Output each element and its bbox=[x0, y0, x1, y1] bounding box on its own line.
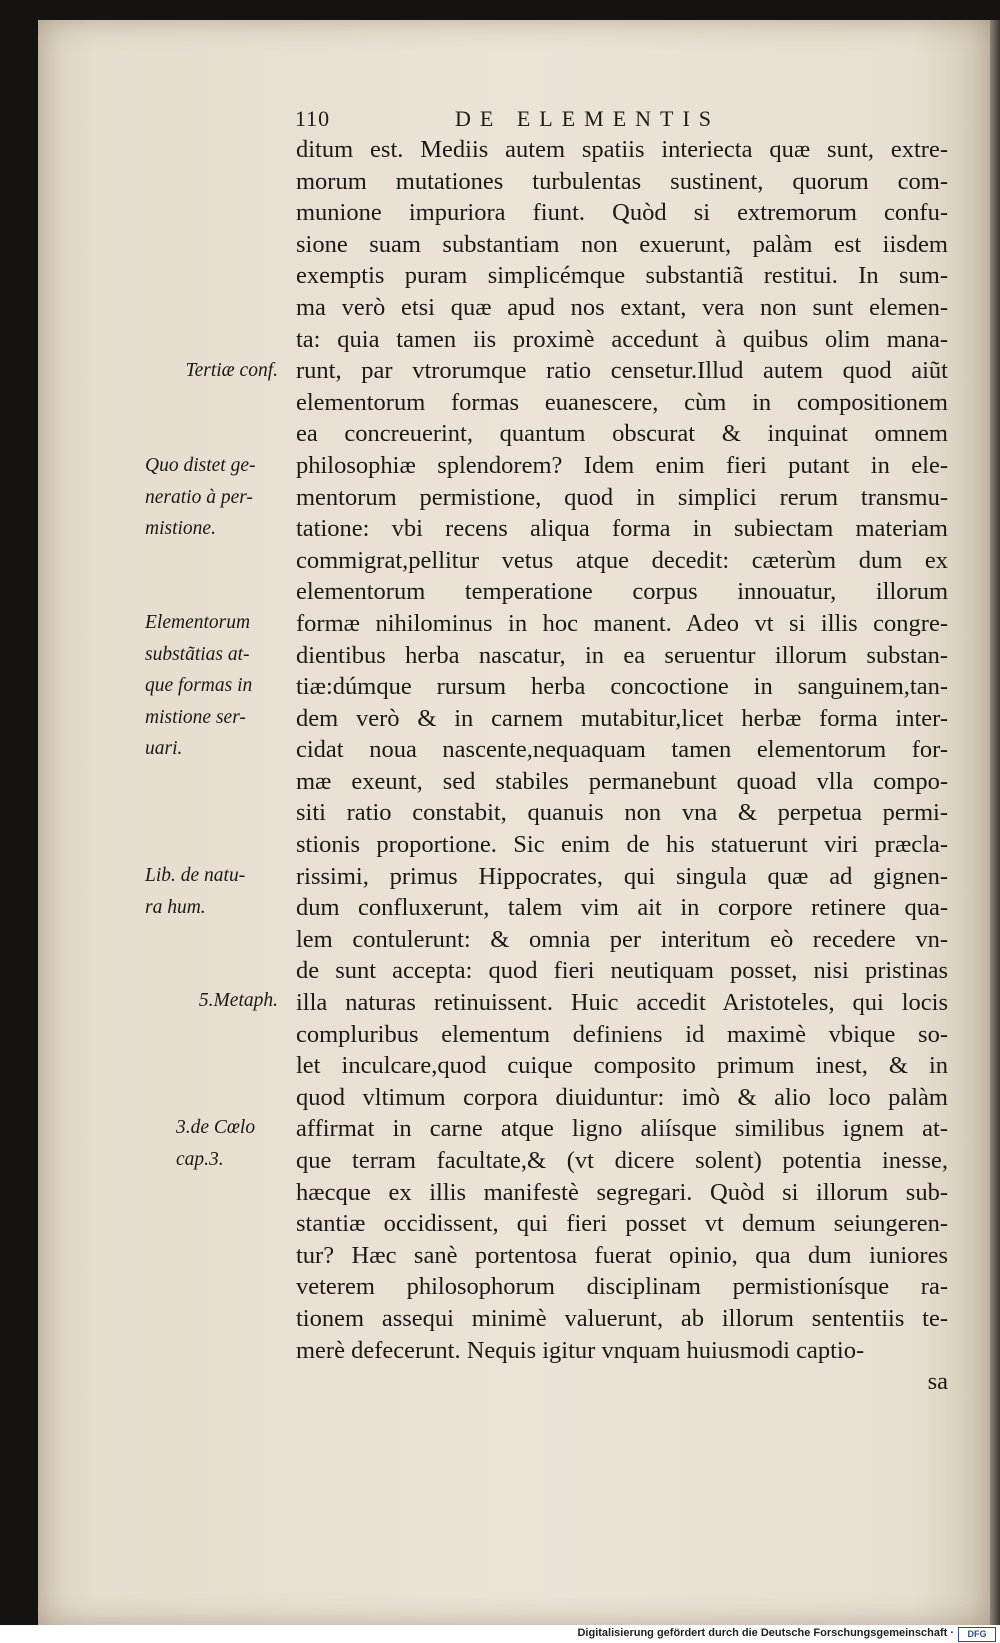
text-line: tur? Hæc sanè portentosa fuerat opinio, qua dum iuniores bbox=[296, 1241, 948, 1269]
text-line: quod vltimum corpora diuiduntur: imò & alio loco palàm bbox=[296, 1083, 948, 1111]
marginal-line: Tertiæ conf. bbox=[185, 360, 278, 381]
text-line: munione impuriora fiunt. Quòd si extremorum confu- bbox=[296, 199, 948, 227]
text-line: siti ratio constabit, quanuis non vna & perpetua permi- bbox=[296, 799, 948, 827]
marginal-line: Elementorum bbox=[145, 612, 251, 633]
text-line: merè defecerunt. Nequis igitur vnquam huiusmodi captio- bbox=[296, 1336, 865, 1364]
text-line: morum mutationes turbulentas sustinent, quorum com- bbox=[296, 167, 948, 195]
marginal-line: cap.3. bbox=[176, 1148, 224, 1170]
text-line: que terram facultate,& (vt dicere solent) potentia inesse, bbox=[296, 1147, 948, 1174]
marginal-line: neratio à per- bbox=[145, 486, 253, 508]
text-line: lem contulerunt: & omnia per interitum eò recedere vn- bbox=[296, 925, 948, 953]
main-text-block bbox=[296, 134, 948, 1398]
text-line: runt, par vtrorumque ratio censetur.Illud autem quod aiũt bbox=[296, 357, 948, 385]
marginal-note-tertiae-conf bbox=[128, 355, 278, 387]
page-edge-shadow bbox=[990, 20, 1000, 1625]
marginal-line: Lib. de natu- bbox=[145, 865, 246, 886]
text-line: stionis proportione. Sic enim de his statuerunt viri præcla- bbox=[296, 831, 948, 859]
running-title: DE ELEMENTIS bbox=[455, 106, 721, 131]
dfg-logo-icon: DFG bbox=[958, 1627, 996, 1642]
catchword: sa bbox=[927, 1368, 948, 1396]
text-line: veterem philosophorum disciplinam permistionísque ra- bbox=[296, 1273, 948, 1301]
marginal-line: 5.Metaph. bbox=[198, 990, 278, 1011]
text-line: mæ exeunt, sed stabiles permanebunt quoad vlla compo- bbox=[296, 767, 948, 795]
text-line: illa naturas retinuissent. Huic accedit Aristoteles, qui locis bbox=[296, 989, 948, 1017]
text-line: commigrat,pellitur vetus atque decedit: cæterùm dum ex bbox=[296, 546, 948, 574]
text-line: exemptis puram simplicémque substantiã restitui. In sum- bbox=[296, 262, 948, 290]
marginal-line: uari. bbox=[145, 738, 183, 760]
text-line: elementorum temperatione corpus innouatur, illorum bbox=[296, 578, 948, 606]
marginal-note-de-coelo bbox=[176, 1112, 326, 1175]
text-line: formæ nihilominus in hoc manent. Adeo vt si illis congre- bbox=[296, 609, 948, 637]
text-line: compluribus elementum definiens id maximè vbique so- bbox=[296, 1020, 948, 1048]
text-line: de sunt accepta: quod fieri neutiquam posset, nisi pristinas bbox=[296, 957, 948, 985]
marginal-note-lib-de-natura bbox=[145, 860, 295, 923]
footer-bar bbox=[0, 1625, 1000, 1643]
text-line: cidat noua nascente,nequaquam tamen elementorum for- bbox=[296, 736, 948, 764]
text-line: affirmat in carne atque ligno aliísque similibus ignem at- bbox=[296, 1115, 948, 1143]
text-line: elementorum formas euanescere, cùm in compositionem bbox=[296, 388, 948, 416]
marginal-line: Quo distet ge- bbox=[145, 455, 256, 476]
text-line: let inculcare,quod cuique composito primum inest, & in bbox=[296, 1052, 948, 1080]
marginal-note-metaph bbox=[128, 985, 278, 1017]
marginal-line: mistione. bbox=[145, 518, 216, 540]
text-line: dum confluxerunt, talem vim ait in corpore retinere qua- bbox=[296, 894, 948, 922]
text-line: stantiæ occidissent, qui fieri posset vt demum seiungeren- bbox=[296, 1210, 948, 1238]
page-header bbox=[295, 106, 935, 136]
text-line: ditum est. Mediis autem spatiis interiecta quæ sunt, extre- bbox=[296, 136, 948, 163]
text-line: tionem assequi minimè valuerunt, ab illorum sententiis te- bbox=[296, 1304, 948, 1332]
marginal-line: substãtias at- bbox=[145, 643, 250, 665]
marginal-line: ra hum. bbox=[145, 896, 206, 918]
marginal-line: que formas in bbox=[145, 675, 253, 697]
text-line: tiæ:dúmque rursum herba concoctione in sanguinem,tan- bbox=[296, 673, 948, 701]
text-line: ea concreuerint, quantum obscurat & inquinat omnem bbox=[296, 420, 948, 448]
text-line: rissimi, primus Hippocrates, qui singula quæ ad gignen- bbox=[296, 862, 948, 890]
text-line: dientibus herba nascatur, in ea seruentur illorum substan- bbox=[296, 641, 948, 669]
marginal-note-generatio bbox=[145, 450, 295, 545]
text-line: philosophiæ splendorem? Idem enim fieri putant in ele- bbox=[296, 451, 948, 479]
text-line: ta: quia tamen iis proximè accedunt à quibus olim mana- bbox=[296, 325, 948, 353]
text-line: hæcque ex illis manifestè segregari. Quòd si illorum sub- bbox=[296, 1178, 948, 1206]
text-line: sione suam substantiam non exuerunt, palàm est iisdem bbox=[296, 230, 948, 258]
page-number: 110 bbox=[295, 106, 331, 131]
digitization-credit: Digitalisierung gefördert durch die Deutsche Forschungsgemeinschaft · bbox=[577, 1627, 954, 1639]
text-line: mentorum permistione, quod in simplici rerum transmu- bbox=[296, 483, 948, 511]
marginal-note-elementorum bbox=[145, 607, 295, 765]
marginal-line: mistione ser- bbox=[145, 706, 246, 728]
text-line: ma verò etsi quæ apud nos extant, vera non sunt elemen- bbox=[296, 293, 948, 321]
text-line: dem verò & in carnem mutabitur,licet herbæ forma inter- bbox=[296, 704, 948, 732]
text-line: tatione: vbi recens aliqua forma in subiectam materiam bbox=[296, 515, 948, 543]
marginal-line: 3.de Cœlo bbox=[176, 1117, 256, 1138]
